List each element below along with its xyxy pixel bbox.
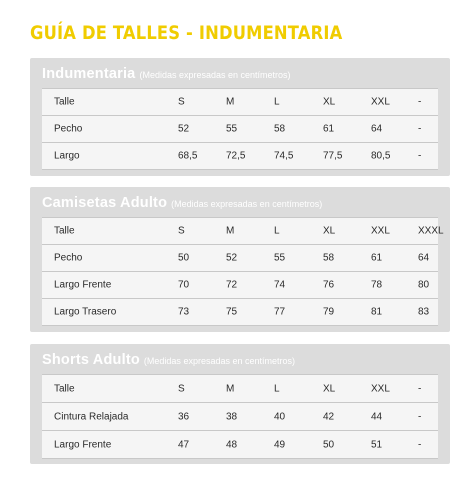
table-cell: 61 [371, 252, 383, 264]
table-cell: 52 [226, 252, 238, 264]
row-label: Pecho [54, 252, 83, 264]
size-card [30, 187, 450, 332]
section-title: Shorts Adulto [42, 352, 140, 368]
table-cell: 80,5 [371, 150, 391, 162]
table-cell: 78 [371, 279, 383, 291]
table-header-row [42, 218, 444, 245]
section-note: (Medidas expresadas en centímetros) [171, 199, 323, 209]
table-cell: - [418, 150, 422, 162]
table-cell: - [418, 96, 422, 108]
table-cell: L [274, 225, 280, 237]
table-cell: S [178, 96, 185, 108]
table-cell: 47 [178, 439, 190, 450]
table-cell: 74,5 [274, 150, 294, 162]
table-cell: 72,5 [226, 150, 246, 162]
table-cell: - [418, 439, 422, 450]
row-label: Pecho [54, 123, 83, 135]
table-cell: 64 [418, 252, 430, 264]
table-cell: M [226, 225, 235, 237]
table-row [42, 403, 438, 431]
table-cell: 51 [371, 439, 383, 450]
size-table [42, 374, 438, 459]
table-cell: 83 [418, 306, 430, 318]
table-cell: 42 [323, 411, 335, 422]
table-cell: 70 [178, 279, 190, 291]
row-label: Largo [54, 150, 80, 162]
table-cell: XL [323, 96, 336, 108]
table-cell: 50 [178, 252, 190, 264]
table-cell: 77 [274, 306, 286, 318]
table-cell: 36 [178, 411, 190, 422]
table-cell: 68,5 [178, 150, 198, 162]
table-cell: S [178, 383, 185, 394]
table-cell: - [418, 411, 422, 422]
table-cell: 61 [323, 123, 335, 135]
table-cell: 48 [226, 439, 238, 450]
table-cell: 75 [226, 306, 238, 318]
table-cell: L [274, 96, 280, 108]
page-title: GUÍA DE TALLES - INDUMENTARIA [30, 22, 343, 44]
table-row [42, 143, 438, 170]
table-cell: - [418, 123, 422, 135]
table-cell: - [418, 383, 422, 394]
table-cell: 55 [226, 123, 238, 135]
table-cell: 40 [274, 411, 286, 422]
table-row [42, 299, 438, 326]
table-cell: XL [323, 225, 336, 237]
table-cell: 58 [323, 252, 335, 264]
section-note: (Medidas expresadas en centímetros) [143, 356, 295, 366]
section-title: Camisetas Adulto [42, 195, 168, 211]
table-cell: M [226, 96, 235, 108]
card-header [42, 194, 322, 212]
card-header [42, 65, 291, 83]
table-cell: XXL [371, 225, 390, 237]
table-cell: XXL [371, 383, 390, 394]
row-label: Talle [54, 225, 75, 237]
table-header-row [42, 375, 438, 403]
row-label: Largo Trasero [54, 306, 117, 318]
size-card [30, 58, 450, 176]
table-row [42, 245, 438, 272]
table-cell: 74 [274, 279, 286, 291]
section-title: Indumentaria [42, 66, 136, 82]
table-cell: 80 [418, 279, 430, 291]
table-cell: 50 [323, 439, 335, 450]
table-cell: XXL [371, 96, 390, 108]
table-header-row [42, 89, 438, 116]
size-table [42, 88, 438, 170]
table-cell: 49 [274, 439, 286, 450]
table-cell: 77,5 [323, 150, 343, 162]
table-cell: XL [323, 383, 336, 394]
table-cell: 58 [274, 123, 286, 135]
table-cell: 64 [371, 123, 383, 135]
table-cell: 55 [274, 252, 286, 264]
table-cell: 79 [323, 306, 335, 318]
table-cell: 44 [371, 411, 383, 422]
table-row [42, 431, 438, 459]
table-cell: M [226, 383, 235, 394]
table-cell: 52 [178, 123, 190, 135]
table-cell: 38 [226, 411, 238, 422]
table-row [42, 116, 438, 143]
size-table [42, 217, 444, 326]
size-card [30, 344, 450, 464]
table-cell: 81 [371, 306, 383, 318]
table-cell: S [178, 225, 185, 237]
row-label: Largo Frente [54, 279, 112, 291]
table-row [42, 272, 438, 299]
row-label: Largo Frente [54, 439, 112, 450]
section-note: (Medidas expresadas en centímetros) [139, 70, 291, 80]
card-header [42, 351, 295, 369]
table-cell: L [274, 383, 280, 394]
table-cell: XXXL [418, 225, 444, 237]
row-label: Talle [54, 96, 75, 108]
table-cell: 76 [323, 279, 335, 291]
row-label: Talle [54, 383, 75, 394]
row-label: Cintura Relajada [54, 411, 129, 422]
table-cell: 72 [226, 279, 238, 291]
table-cell: 73 [178, 306, 190, 318]
